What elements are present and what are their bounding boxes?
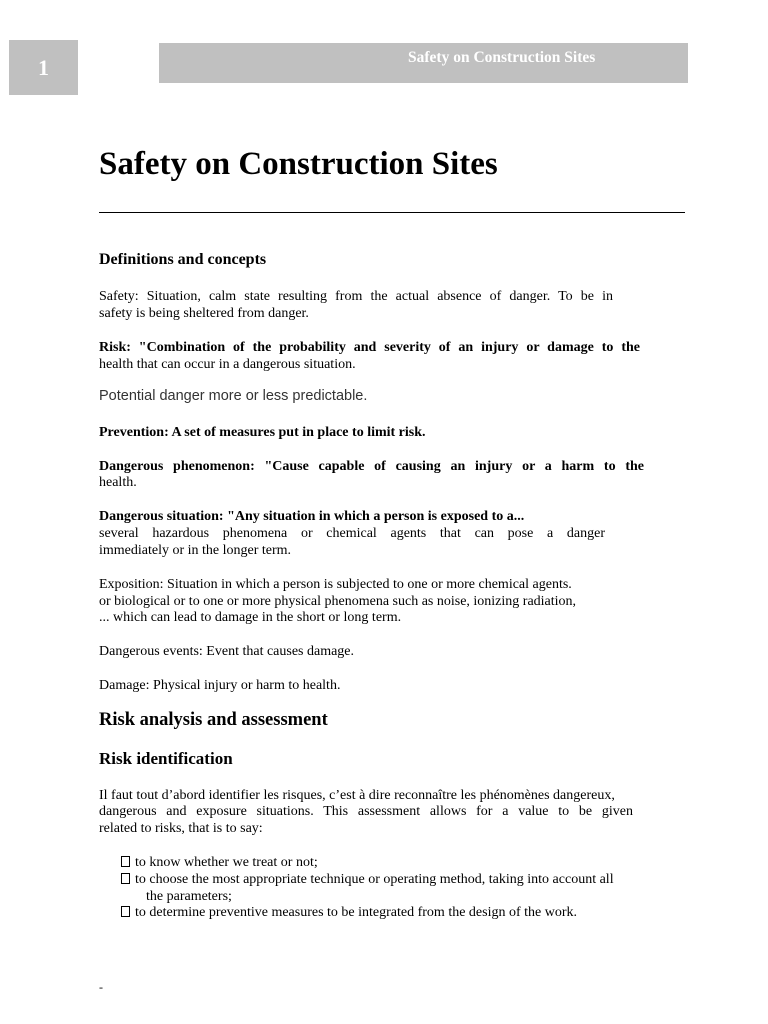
list-item <box>121 871 614 888</box>
phenomenon-line-1: Dangerous phenomenon: "Cause capable of causing an injury or a harm to the <box>99 459 644 474</box>
situation-line-2: several hazardous phenomena or chemical agents that can pose a danger <box>99 526 605 541</box>
potential-danger: Potential danger more or less predictable. <box>99 388 368 404</box>
subsection-heading-risk-identification: Risk identification <box>99 749 233 768</box>
list-item <box>121 904 577 921</box>
exposition-line-3: ... which can lead to damage in the short or long term. <box>99 610 402 625</box>
identification-line-1: Il faut tout d’abord identifier les risques, c’est à dire reconnaître les phénomènes dangereux, <box>99 788 615 803</box>
identification-line-2: dangerous and exposure situations. This assessment allows for a value to be given <box>99 804 633 819</box>
list-item-continuation: the parameters; <box>146 889 232 904</box>
dangerous-events: Dangerous events: Event that causes damage. <box>99 644 355 659</box>
situation-line-3: immediately or in the longer term. <box>99 543 292 558</box>
situation-line-1: Dangerous situation: "Any situation in which a person is exposed to a... <box>99 509 525 524</box>
damage-definition: Damage: Physical injury or harm to health. <box>99 678 341 693</box>
list-item-text: to choose the most appropriate technique or operating method, taking into account all <box>135 872 614 887</box>
phenomenon-line-2: health. <box>99 475 137 490</box>
safety-line-1: Safety: Situation, calm state resulting from the actual absence of danger. To be in <box>99 289 613 304</box>
checkbox-glyph-icon <box>121 906 130 917</box>
list-item-text: to determine preventive measures to be integrated from the design of the work. <box>135 905 578 920</box>
document-title: Safety on Construction Sites <box>99 146 498 182</box>
page-number: 1 <box>9 40 78 95</box>
identification-line-3: related to risks, that is to say: <box>99 821 263 836</box>
exposition-line-1: Exposition: Situation in which a person is subjected to one or more chemical agents. <box>99 577 572 592</box>
exposition-line-2: or biological or to one or more physical phenomena such as noise, ionizing radiation, <box>99 594 577 609</box>
checkbox-glyph-icon <box>121 856 130 867</box>
checkbox-glyph-icon <box>121 873 130 884</box>
prevention-definition: Prevention: A set of measures put in place to limit risk. <box>99 425 426 440</box>
risk-line-1: Risk: "Combination of the probability and severity of an injury or damage to the <box>99 340 640 355</box>
title-divider <box>99 212 685 213</box>
safety-line-2: safety is being sheltered from danger. <box>99 306 309 321</box>
running-title: Safety on Construction Sites <box>408 49 596 66</box>
list-item-text: to know whether we treat or not; <box>135 855 318 870</box>
section-heading-definitions: Definitions and concepts <box>99 251 267 268</box>
section-heading-risk-analysis: Risk analysis and assessment <box>99 710 328 730</box>
list-item <box>121 854 318 871</box>
risk-line-2: health that can occur in a dangerous situation. <box>99 357 356 372</box>
footer-mark: - <box>99 980 103 994</box>
